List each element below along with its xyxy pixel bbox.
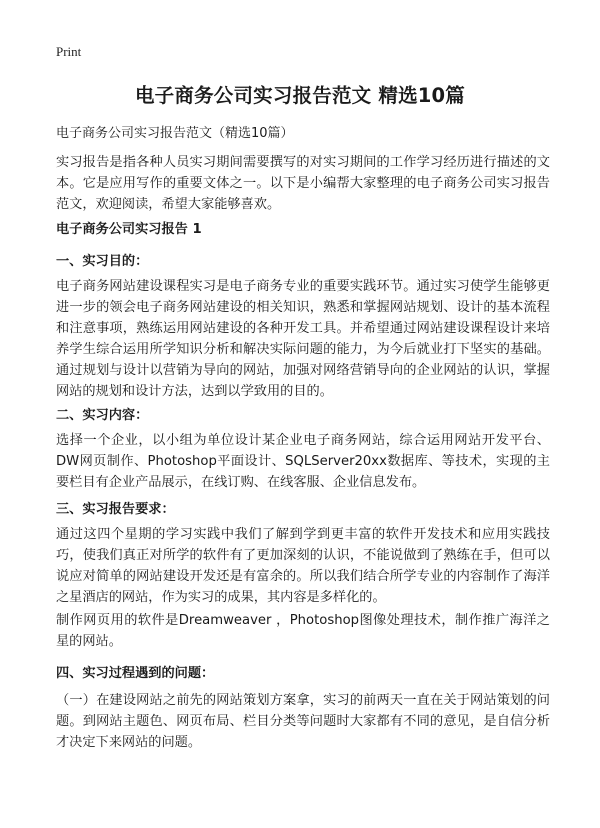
print-link[interactable]: Print <box>56 44 82 59</box>
section-heading: 一、实习目的： <box>56 254 149 269</box>
section-paragraph: 制作网页用的软件是Dreamweaver ，Photoshop图像处理技术，制作推广海洋之星的网站。 <box>56 613 550 649</box>
section-heading: 四、实习过程遇到的问题： <box>56 666 215 681</box>
section-paragraph: 通过这四个星期的学习实践中我们了解到学到更丰富的软件开发技术和应用实践技巧，使我们真正对所学的软件有了更加深刻的认识，不能说做到了熟练在手，但可以说应对简单的网站建设开发还是有富余的。所以我们结合所学专业的内容制作了海洋之星酒店的网站，作为实习的成果，其内容是多样化的。 <box>56 527 550 605</box>
section-heading: 二、实习内容： <box>56 408 149 423</box>
section-paragraph: 电子商务网站建设课程实习是电子商务专业的重要实践环节。通过实习使学生能够更进一步的领会电子商务网站建设的相关知识，熟悉和掌握网站规划、设计的基本流程和注意事项，熟练运用网站建设的各种开发工具。并希望通过网站建设课程设计来培养学生综合运用所学知识分析和解决实际问题的能力，为今后就业打下坚实的基础。通过规划与设计以营销为导向的网站，加强对网络营销导向的企业网站的认识，掌握网站的规划和设计方法，达到以学致用的目的。 <box>56 279 550 399</box>
section-paragraph: （一）在建设网站之前先的网站策划方案拿，实习的前两天一直在关于网站策划的问题。到网站主题色、网页布局、栏目分类等问题时大家都有不同的意见，是自信分析才决定下来网站的问题。 <box>56 693 550 750</box>
section-heading: 三、实习报告要求： <box>56 502 175 517</box>
page-subtitle: 电子商务公司实习报告范文（精选10篇） <box>56 126 294 141</box>
intro-paragraph: 实习报告是指各种人员实习期间需要撰写的对实习期间的工作学习经历进行描述的文本。它是应用写作的重要文体之一。以下是小编帮大家整理的电子商务公司实习报告范文，欢迎阅读，希望大家能够喜欢。 <box>56 155 550 212</box>
report-heading: 电子商务公司实习报告 1 <box>56 222 202 237</box>
section-paragraph: 选择一个企业，以小组为单位设计某企业电子商务网站，综合运用网站开发平台、DW网页制作、Photoshop平面设计、SQLServer20xx数据库、等技术，实现的主要栏目有企业产品展示，在线订购、在线客服、企业信息发布。 <box>56 433 550 490</box>
page-title: 电子商务公司实习报告范文 精选10篇 <box>134 84 466 107</box>
